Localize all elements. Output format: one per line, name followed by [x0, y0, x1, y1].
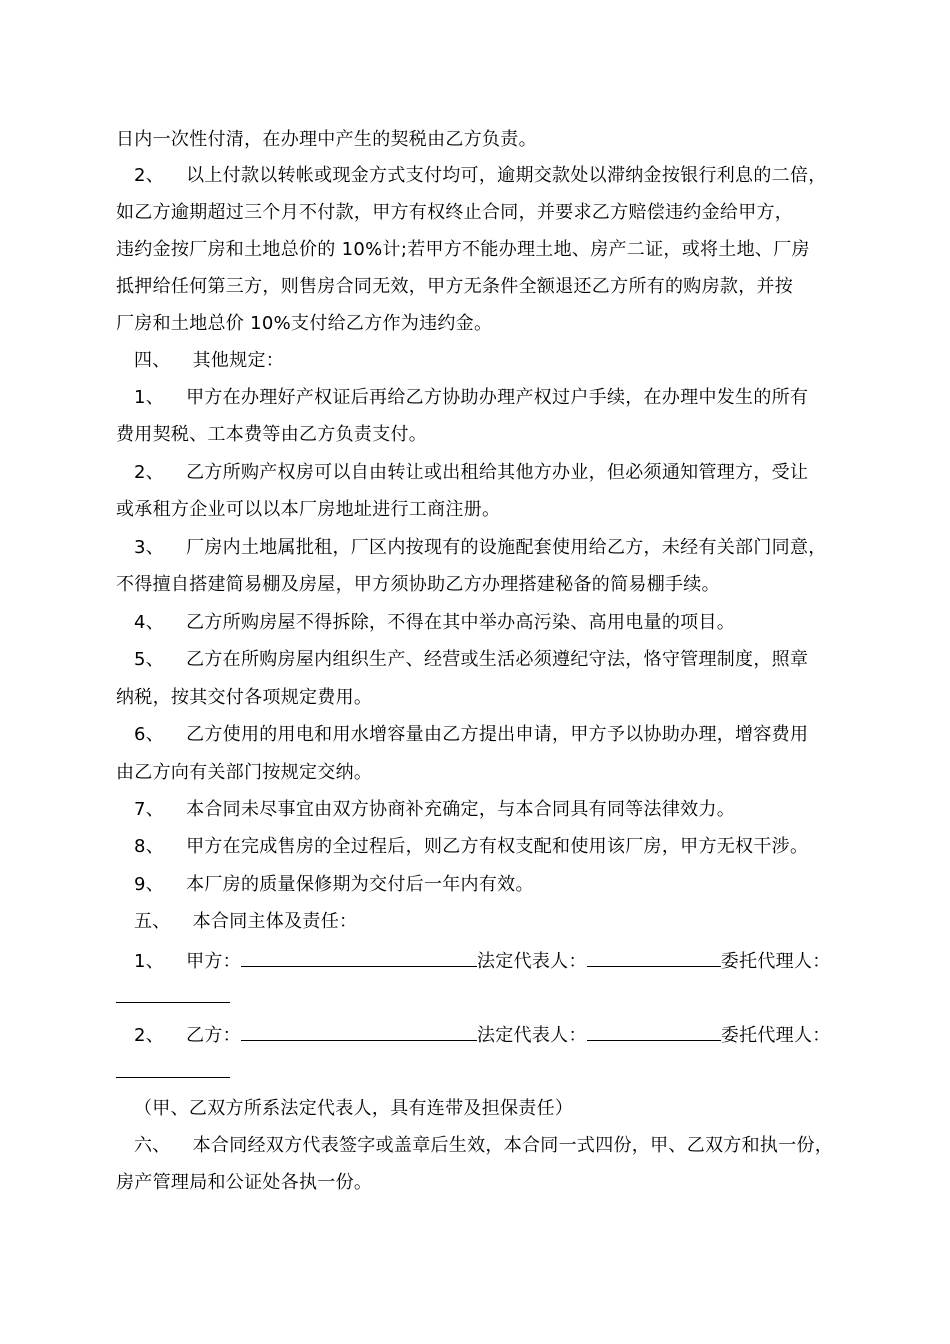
- clause-number: 2、: [134, 165, 165, 186]
- party-a-name-blank[interactable]: [241, 948, 477, 967]
- clause-number: 4、: [134, 612, 165, 633]
- para-line: 纳税，按其交付各项规定费用。: [116, 687, 373, 708]
- clause-number: 1、: [134, 387, 165, 408]
- para-line: 房产管理局和公证处各执一份。: [116, 1172, 373, 1193]
- party-a-signature-line: [134, 948, 831, 974]
- party-b-name-blank[interactable]: [241, 1022, 477, 1041]
- para-line: 费用契税、工本费等由乙方负责支付。: [116, 424, 428, 445]
- agent-label: 委托代理人：: [720, 951, 831, 972]
- party-b-signature-line: [134, 1022, 831, 1048]
- section-number: 五、: [134, 911, 171, 932]
- clause-number: 8、: [134, 836, 165, 857]
- clause-number: 3、: [134, 537, 165, 558]
- clause-number: 2、: [134, 1025, 165, 1046]
- legal-rep-label: 法定代表人：: [476, 1025, 587, 1046]
- clause-number: 7、: [134, 799, 165, 820]
- clause-8-line: 8、 甲方在完成售房的全过程后，则乙方有权支配和使用该厂房，甲方无权干涉。: [134, 836, 809, 857]
- party-b-label: 乙方：: [186, 1025, 241, 1046]
- para-line: 厂房和土地总价 10%支付给乙方作为违约金。: [116, 313, 493, 334]
- party-b-agent-blank[interactable]: [116, 1077, 230, 1078]
- para-line: 不得擅自搭建简易棚及房屋，甲方须协助乙方办理搭建秘备的简易棚手续。: [116, 574, 720, 595]
- clause-2-line: 2、 乙方所购产权房可以自由转让或出租给其他方办业，但必须通知管理方，受让: [134, 462, 809, 483]
- clause-7-line: 7、 本合同未尽事宜由双方协商补充确定，与本合同具有同等法律效力。: [134, 799, 736, 820]
- section-4-heading: 四、 其他规定：: [134, 350, 285, 371]
- agent-label: 委托代理人：: [720, 1025, 831, 1046]
- section-number: 四、: [134, 350, 171, 371]
- para-line: 如乙方逾期超过三个月不付款，甲方有权终止合同，并要求乙方赔偿违约金给甲方，: [116, 202, 794, 223]
- para-line: 日内一次性付清，在办理中产生的契税由乙方负责。: [116, 129, 537, 150]
- clause-4-line: 4、 乙方所购房屋不得拆除，不得在其中举办高污染、高用电量的项目。: [134, 612, 736, 633]
- legal-rep-label: 法定代表人：: [476, 951, 587, 972]
- clause-number: 1、: [134, 951, 165, 972]
- party-a-label: 甲方：: [186, 951, 241, 972]
- clause-1-line: 1、 甲方在办理好产权证后再给乙方协助办理产权过户手续，在办理中发生的所有: [134, 387, 809, 408]
- clause-2-line: 2、 以上付款以转帐或现金方式支付均可，逾期交款处以滞纳金按银行利息的二倍，: [134, 165, 827, 186]
- clause-9-line: 9、 本厂房的质量保修期为交付后一年内有效。: [134, 874, 534, 895]
- para-line: 抵押给任何第三方，则售房合同无效，甲方无条件全额退还乙方所有的购房款，并按: [116, 276, 794, 297]
- clause-3-line: 3、 厂房内土地属批租，厂区内按现有的设施配套使用给乙方，未经有关部门同意，: [134, 537, 827, 558]
- clause-number: 9、: [134, 874, 165, 895]
- para-line: 由乙方向有关部门按规定交纳。: [116, 762, 373, 783]
- clause-number: 6、: [134, 724, 165, 745]
- party-a-legal-rep-blank[interactable]: [587, 948, 721, 967]
- para-line: 或承租方企业可以以本厂房地址进行工商注册。: [116, 499, 501, 520]
- party-b-legal-rep-blank[interactable]: [587, 1022, 721, 1041]
- clause-number: 2、: [134, 462, 165, 483]
- section-number: 六、: [134, 1135, 171, 1156]
- clause-number: 5、: [134, 649, 165, 670]
- joint-liability-note: （甲、乙双方所系法定代表人，具有连带及担保责任）: [134, 1098, 574, 1119]
- para-line: 违约金按厂房和土地总价的 10%计;若甲方不能办理土地、房产二证，或将土地、厂房: [116, 239, 810, 260]
- section-5-heading: 五、 本合同主体及责任：: [134, 911, 358, 932]
- clause-6-line: 6、 乙方使用的用电和用水增容量由乙方提出申请，甲方予以协助办理，增容费用: [134, 724, 809, 745]
- section-6-line: 六、 本合同经双方代表签字或盖章后生效，本合同一式四份，甲、乙双方和执一份，: [134, 1135, 834, 1156]
- party-a-agent-blank[interactable]: [116, 1002, 230, 1003]
- clause-5-line: 5、 乙方在所购房屋内组织生产、经营或生活必须遵纪守法，恪守管理制度，照章: [134, 649, 809, 670]
